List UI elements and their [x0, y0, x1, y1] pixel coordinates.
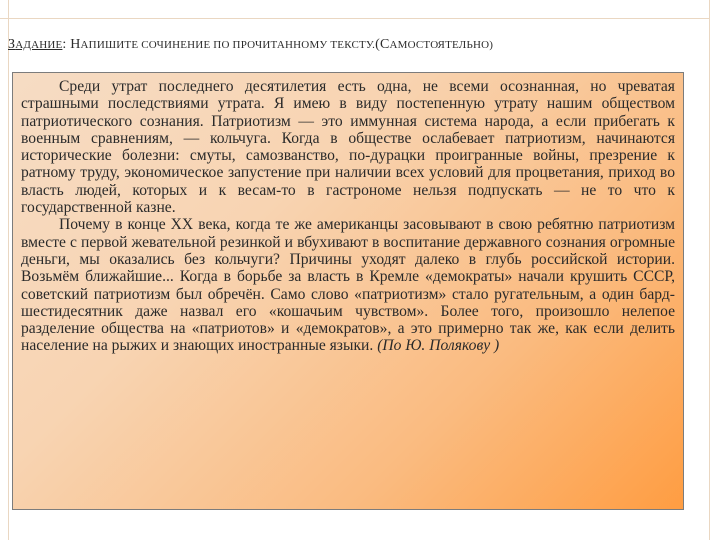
author-attribution: (По Ю. Полякову ) — [377, 337, 500, 355]
assignment-instruction: НАПИШИТЕ СОЧИНЕНИЕ ПО ПРОЧИТАННОМУ ТЕКСТУ. — [70, 37, 376, 52]
text-box — [12, 72, 684, 510]
assignment-title: ЗАДАНИЕ: НАПИШИТЕ СОЧИНЕНИЕ ПО ПРОЧИТАННОМУ ТЕКСТУ.(САМОСТОЯТЕЛЬНО) — [8, 37, 494, 52]
paragraph-2 — [21, 216, 675, 354]
right-frame-line — [709, 0, 710, 540]
source-text — [21, 78, 675, 355]
top-frame-line — [0, 18, 709, 19]
paragraph-2-body: Почему в конце XX века, когда те же американцы засовывают в свою ребятню патриотизм вместе с первой жевательной резинкой и вбухивают в воспитание державного сознания огромные деньги, мы оказались без кольчуги? Причины уходят далеко в глубь российской истории. Возьмём ближайшие... Когда в борьбе за власть в Кремле «демократы» начали крушить СССР, советский патриотизм был обречён. Само слово «патриотизм» стало ругательным, а один бард-шестидесятник даже назвал его «кошачьим чувством». Более того, произошло нелепое разделение общества на «патриотов» и «демократов», а это примерно так же, как если делить население на рыжих и знающих иностранные языки. — [21, 216, 675, 355]
assignment-label: ЗАДАНИЕ — [8, 37, 63, 52]
assignment-note: (САМОСТОЯТЕЛЬНО) — [375, 37, 494, 52]
left-frame-line — [8, 0, 9, 540]
paragraph-1: Среди утрат последнего десятилетия есть одна, не всеми осознанная, но чреватая страшными последствиями утрата. Я имею в виду постепенную утрату нашим обществом патриотического сознания. Патриотизм — это иммунная система народа, а если прибегать к военным сравнениям, — кольчуга. Когда в обществе ослабевает патриотизм, начинаются исторические болезни: смуты, самозванство, по-дурацки проигранные войны, презрение к ратному труду, экономическое запустение при наличии всех условий для процветания, приход во власть людей, которых и к весам-то в гастрономе нельзя подпускать — не то что к государственной казне. — [21, 78, 675, 217]
